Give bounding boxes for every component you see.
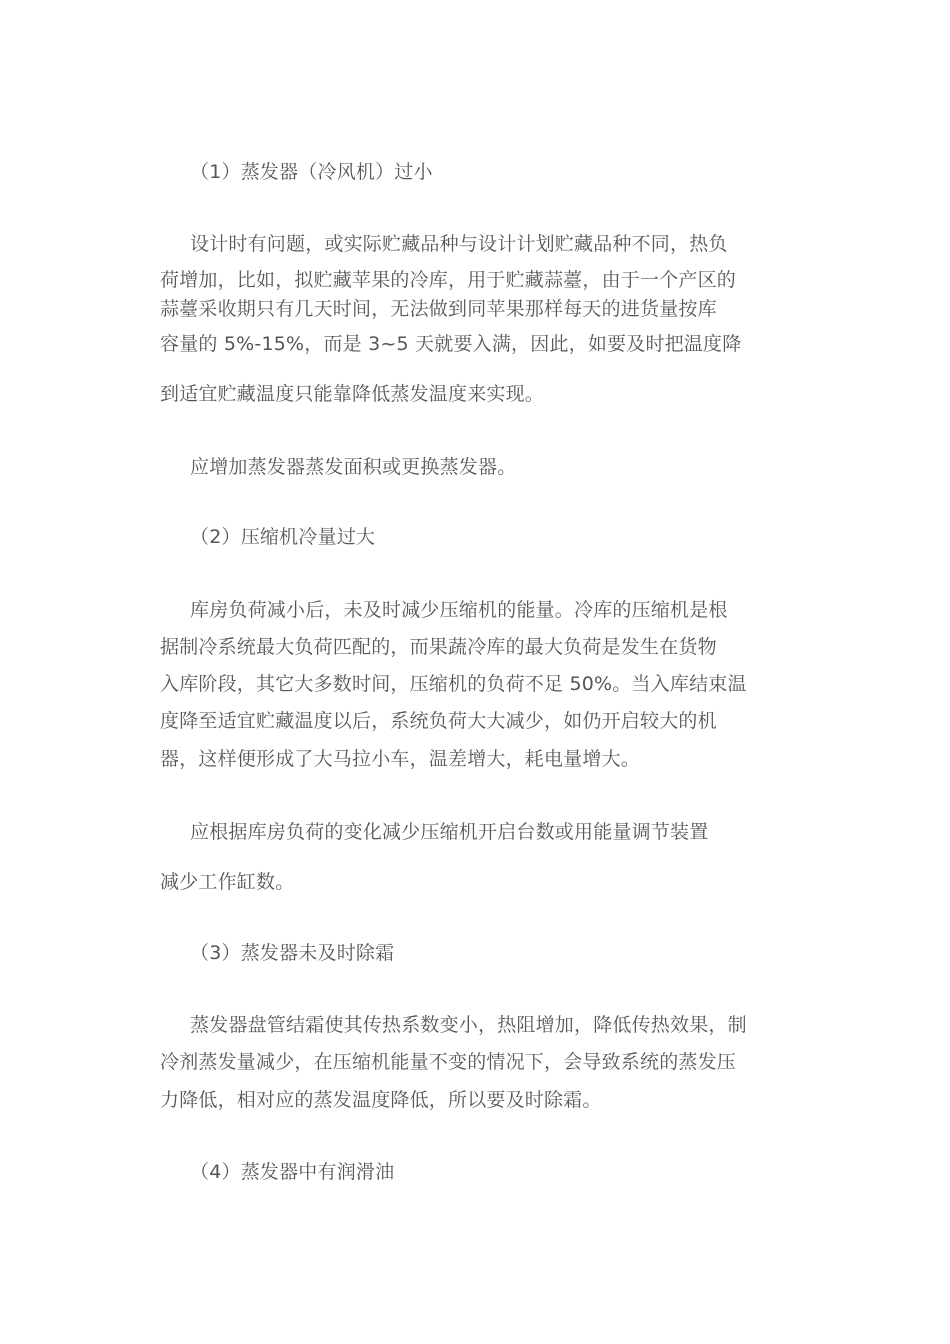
paragraph-line: 度降至适宜贮藏温度以后，系统负荷大大减少，如仍开启较大的机 (160, 710, 717, 732)
section-heading: （4）蒸发器中有润滑油 (190, 1161, 395, 1183)
section-heading: （3）蒸发器未及时除霜 (190, 942, 395, 964)
paragraph-line: 力降低，相对应的蒸发温度降低，所以要及时除霜。 (160, 1089, 602, 1111)
paragraph-line: 应增加蒸发器蒸发面积或更换蒸发器。 (190, 456, 517, 478)
paragraph-line: 减少工作缸数。 (160, 871, 295, 893)
section-heading: （2）压缩机冷量过大 (190, 526, 376, 548)
paragraph-line: 库房负荷减小后，未及时减少压缩机的能量。冷库的压缩机是根 (190, 599, 728, 621)
paragraph-line: 蒜薹采收期只有几天时间，无法做到同苹果那样每天的进货量按库 (160, 298, 717, 320)
paragraph-line: 设计时有问题，或实际贮藏品种与设计计划贮藏品种不同，热负 (190, 233, 728, 255)
paragraph-line: 入库阶段，其它大多数时间，压缩机的负荷不足 50%。当入库结束温 (160, 673, 747, 695)
paragraph-line: 蒸发器盘管结霜使其传热系数变小，热阻增加，降低传热效果，制 (190, 1014, 747, 1036)
paragraph-line: 器，这样便形成了大马拉小车，温差增大，耗电量增大。 (160, 748, 641, 770)
paragraph-line: 冷剂蒸发量减少，在压缩机能量不变的情况下，会导致系统的蒸发压 (160, 1051, 737, 1073)
paragraph-line: 到适宜贮藏温度只能靠降低蒸发温度来实现。 (160, 383, 545, 405)
paragraph-line: 荷增加，比如，拟贮藏苹果的冷库，用于贮藏蒜薹，由于一个产区的 (160, 269, 737, 291)
paragraph-line: 应根据库房负荷的变化减少压缩机开启台数或用能量调节装置 (190, 821, 709, 843)
document-page (160, 0, 800, 1344)
section-heading: （1）蒸发器（冷风机）过小 (190, 161, 433, 183)
paragraph-line: 容量的 5%-15%，而是 3~5 天就要入满，因此，如要及时把温度降 (160, 333, 742, 355)
paragraph-line: 据制冷系统最大负荷匹配的，而果蔬冷库的最大负荷是发生在货物 (160, 636, 717, 658)
